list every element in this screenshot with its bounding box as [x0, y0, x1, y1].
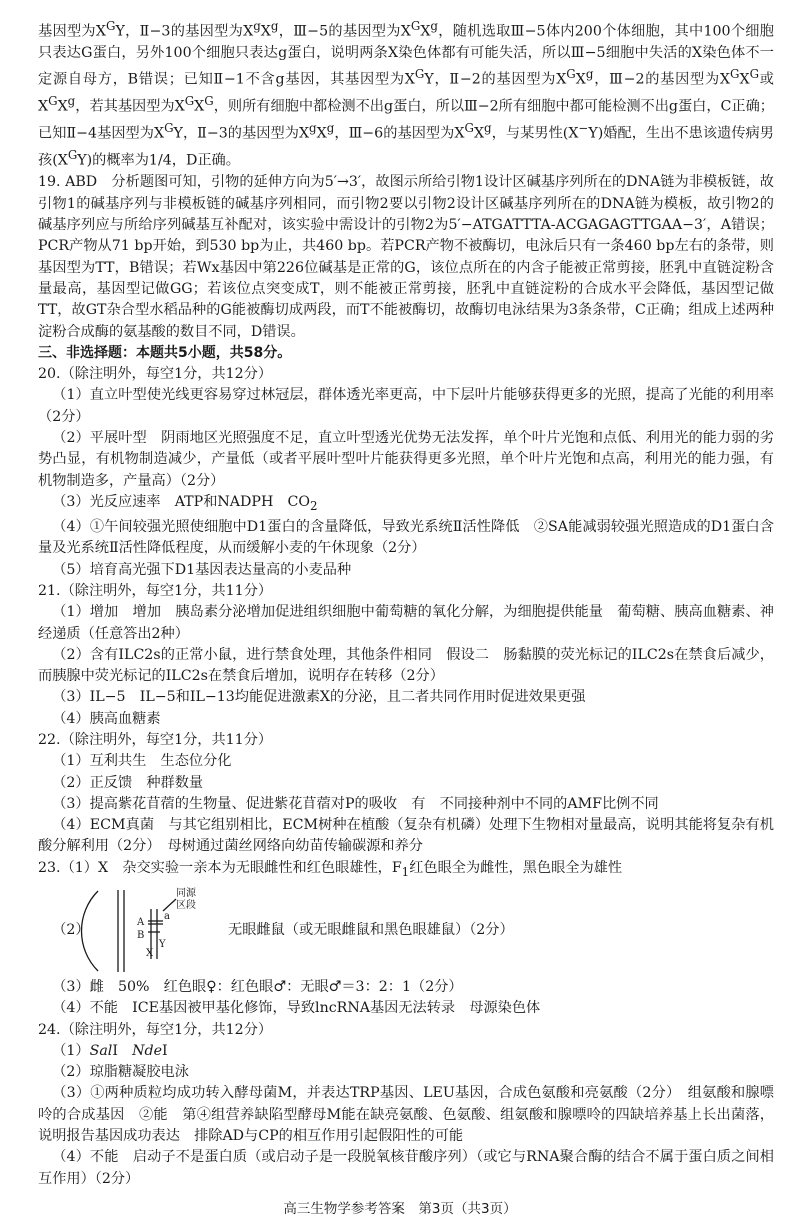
q24-a3: （3）①两种质粒均成功转入酵母菌M，并表达TRP基因、LEU基因，合成色氨酸和亮氨酸（2分） 组氨酸和腺嘌呤的合成基因 ②能 第④组营养缺陷型酵母M能在缺亮氨酸、色氨酸、组氨酸和腺嘌呤的四缺培养基上长出菌落，说明报告基因成功表达 排除AD与CP的相互作用引起假阳性的可能 — [38, 1085, 774, 1144]
allele-A: A — [137, 916, 145, 928]
homolog-tag-2: 区段 — [176, 899, 196, 911]
page-footer: 高三生物学参考答案 第3页（共3页） — [283, 1201, 517, 1217]
q20-a2: （2）平展叶型 阴雨地区光照强度不足，直立叶型透光优势无法发挥，单个叶片光饱和点低、利用光的能力弱的劣势凸显，有机物制造减少，产量低（或者平展叶型叶片能获得更多光照，单个叶片光饱和点高，利用光的能力强，有机物制造多，产量高）（2分） — [38, 430, 774, 489]
q20-a1: （1）直立叶型使光线更容易穿过林冠层，群体透光率更高，中下层叶片能够获得更多的光照，提高了光能的利用率（2分） — [38, 387, 774, 425]
q23-fig-label: （2） — [52, 922, 90, 939]
q21-a4: （4）胰高血糖素 — [52, 710, 161, 727]
label-Y: Y — [159, 938, 166, 950]
q18-continuation: 基因型为$X^GY$，Ⅱ−3的基因型为$X^gX^g$，Ⅲ−5的基因型为$X^GX^g$，随机选取Ⅲ−5体内200个体细胞，其中100个细胞只表达G蛋白，另外100个细胞只表达g蛋白，说明两条X染色体都有可能失活，所以Ⅲ−5细胞中失活的X染色体不一定源自母方，B错误；已知Ⅱ−1不含g基因，其基因型为$X^GY$，Ⅱ−2的基因型为$X^GX^g$，Ⅲ−2的基因型为$X^GX^G$或$X^GX^g$，若其基因型为$X^GX^G$，则所有细胞中都检测不出g蛋白，所以Ⅲ−2所有细胞中都可能检测不出g蛋白，C正确；已知Ⅱ−4基因型为$X^GY$，Ⅱ−3的基因型为$X^gX^g$，Ⅲ−6的基因型为$X^GX^g$，与某男性(X−Y)婚配，生出不患该遗传病男孩$(X^GY)$的概率为1/4，D正确。 — [38, 19, 774, 170]
q22-a1: （1）互利共生 生态位分化 — [52, 753, 232, 770]
q23-figure-row — [38, 885, 774, 977]
q21-a2: （2）含有ILC2s的正常小鼠，进行禁食处理，其他条件相同 假设二 肠黏膜的荧光标记的ILC2s在禁食后减少，而胰腺中荧光标记的ILC2s在禁食后增加，说明存在转移（2分） — [38, 646, 774, 685]
q23-fig-caption: 无眼雌鼠（或无眼雌鼠和黑色眼雄鼠）（2分） — [228, 922, 514, 939]
homolog-tag-1: 同源 — [176, 887, 196, 899]
q22-a2: （2）正反馈 种群数量 — [52, 774, 204, 791]
label-X: X — [146, 947, 154, 959]
q21-head: 21.（除注明外，每空1分，共11分） — [38, 582, 273, 599]
q20-a4: （4）①午间较强光照使细胞中D1蛋白的含量降低，导致光系统Ⅱ活性降低 ②SA能减弱较强光照造成的D1蛋白含量及光系统Ⅱ活性降低程度，从而缓解小麦的午休现象（2分） — [38, 519, 774, 557]
q24-head: 24.（除注明外，每空1分，共12分） — [38, 1021, 273, 1038]
allele-a: a — [164, 910, 170, 922]
q22-head: 22.（除注明外，每空1分，共11分） — [38, 732, 273, 748]
chromosome-diagram — [68, 885, 228, 977]
q24-a2: （2）琼脂糖凝胶电泳 — [52, 1064, 189, 1081]
allele-B: B — [137, 929, 145, 941]
q20-a5: （5）培育高光强下D1基因表达量高的小麦品种 — [52, 561, 352, 578]
q23-a3: （3）雌 50% 红色眼♀：红色眼♂：无眼♂＝3：2：1（2分） — [52, 978, 463, 995]
q21-a3: （3）IL−5 IL−5和IL−13均能促进激素X的分泌，且二者共同作用时促进效果更强 — [52, 689, 586, 706]
section-heading: 三、非选择题：本题共5小题，共58分。 — [38, 344, 292, 361]
q22-a4: （4）ECM真菌 与其它组别相比，ECM树种在植酸（复杂有机磷）处理下生物相对量最高，说明其能将复杂有机酸分解利用（2分） 母树通过菌丝网络向幼苗传输碳源和养分 — [38, 817, 774, 855]
answer-document — [38, 16, 774, 1190]
q23-a4: （4）不能 ICE基因被甲基化修饰，导致lncRNA基因无法转录 母源染色体 — [52, 1000, 541, 1017]
q20-a3: （3）光反应速率 ATP和NADPH $CO_2$ — [52, 493, 318, 513]
q23-head: 23.（1）X 杂交实验一亲本为无眼雌性和红色眼雄性，$F_1$红色眼全为雌性，黑色眼全为雄性 — [38, 859, 623, 879]
q24-a1: （1）SalⅠ NdeⅠ — [52, 1042, 168, 1059]
cell-outline-arc — [82, 891, 99, 971]
q24-a4: （4）不能 启动子不是蛋白质（或启动子是一段脱氧核苷酸序列）（或它与RNA聚合酶的结合不属于蛋白质之间相互作用）（2分） — [38, 1149, 774, 1187]
homolog-pointer — [163, 899, 176, 911]
q19-answer: 19. ABD 分析题图可知，引物的延伸方向为5′→3′，故图示所给引物1设计区碱基序列所在的DNA链为非模板链，故引物1的碱基序列与非模板链的碱基序列相同，而引物2要以引物2设计区碱基序列所在的DNA链为模板，故引物2的碱基序列应与所给序列碱基互补配对，该实验中需设计的引物2为5′−ATGATTTA-ACGAGAGTTGAA−3′，A错误；PCR产物从71 bp开始，到530 bp为止，共460 bp。若PCR产物不被酶切，电泳后只有一条460 bp左右的条带，则基因型为TT，B错误；若Wx基因中第226位碱基是正常的G，该位点所在的内含子能被正常剪接，胚乳中直链淀粉含量最高，基因型记做GG；若该位点突变成T，则不能被正常剪接，胚乳中直链淀粉的合成水平会降低，基因型记做TT，故GT杂合型水稻品种的G能被酶切成两段，而T不能被酶切，故酶切电泳结果为3条条带，C正确；组成上述两种淀粉合成酶的氨基酸的数目不同，D错误。 — [38, 174, 774, 340]
q21-a1: （1）增加 增加 胰岛素分泌增加促进组织细胞中葡萄糖的氧化分解，为细胞提供能量 葡萄糖、胰高血糖素、神经递质（任意答出2种） — [38, 604, 774, 642]
q22-a3: （3）提高紫花苜蓿的生物量、促进紫花苜蓿对P的吸收 有 不同接种剂中不同的AMF比例不同 — [52, 795, 659, 812]
q20-head: 20.（除注明外，每空1分，共12分） — [38, 366, 273, 383]
